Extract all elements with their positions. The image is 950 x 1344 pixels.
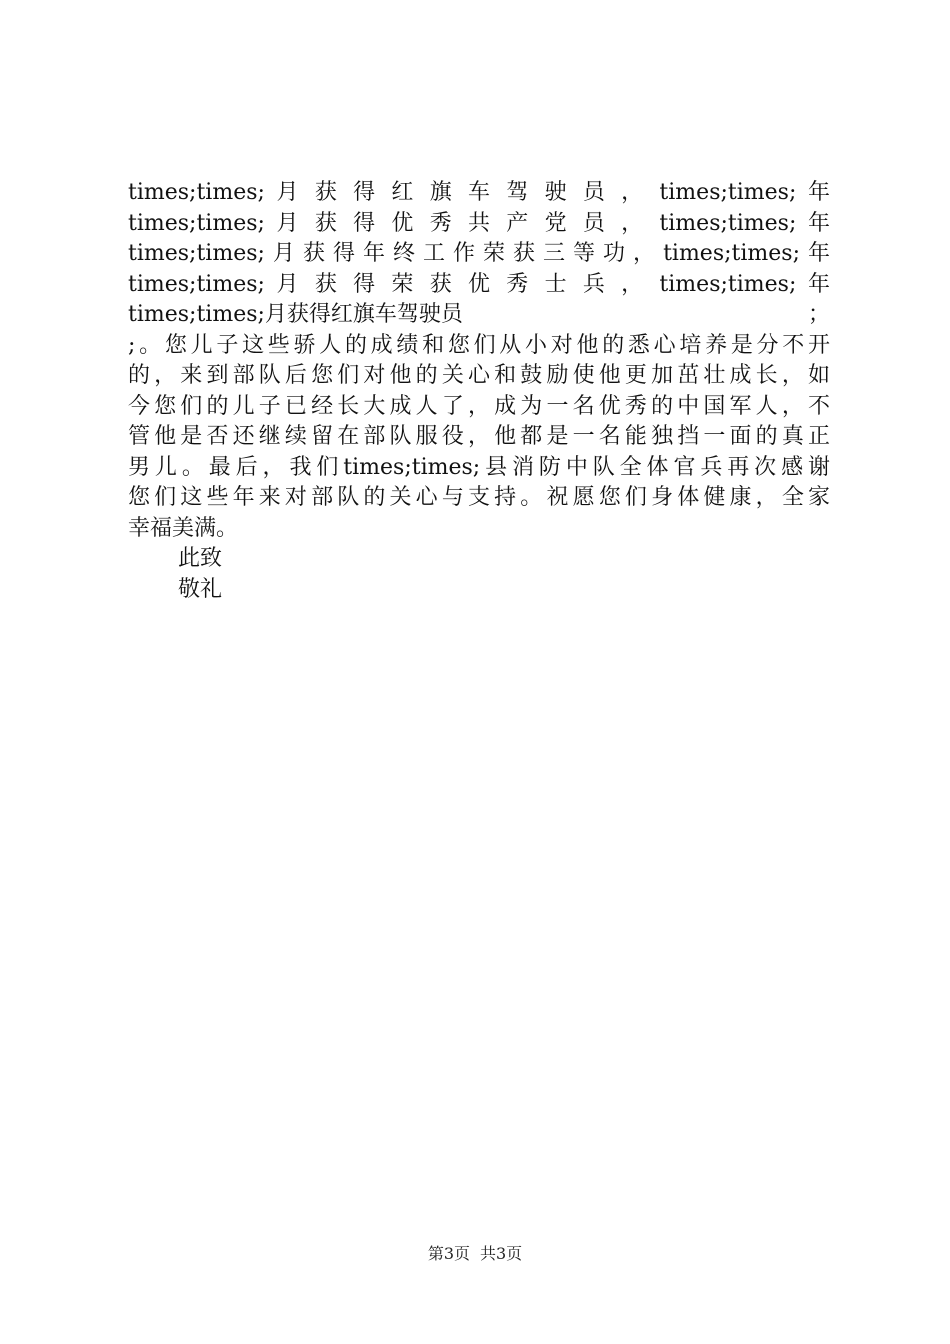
body-line-6: ;。您儿子这些骄人的成绩和您们从小对他的悉心培养是分不开 [128, 332, 830, 358]
body-line-7: 的，来到部队后您们对他的关心和鼓励使他更加茁壮成长，如 [128, 363, 830, 388]
page-number-total: 共3页 [480, 1244, 523, 1263]
closing-salutation-2: 敬礼 [178, 576, 223, 602]
body-line-4: times;times; 月 获 得 荣 获 优 秀 士 兵 ， times;times; 年 [128, 271, 830, 297]
body-line-12: 幸福美满。 [128, 515, 239, 541]
body-line-9: 管他是否还继续留在部队服役，他都是一名能独挡一面的真正 [128, 424, 830, 449]
page-footer [0, 1243, 950, 1265]
body-line-8: 今您们的儿子已经长大成人了，成为一名优秀的中国军人，不 [128, 393, 830, 419]
body-line-5 [128, 300, 830, 331]
body-line-3: times;times;月获得年终工作荣获三等功，times;times;年 [128, 241, 830, 266]
letter-body [128, 178, 830, 605]
body-line-11: 您们这些年来对部队的关心与支持。祝愿您们身体健康，全家 [128, 485, 830, 510]
body-line-1: times;times; 月 获 得 红 旗 车 驾 驶 员 ， times;times; 年 [128, 180, 830, 205]
closing-salutation-1: 此致 [178, 546, 223, 571]
body-line-5-semicolon: ； [807, 302, 830, 327]
page-number-current: 第3页 [427, 1244, 470, 1263]
body-line-2: times;times; 月 获 得 优 秀 共 产 党 员 ， times;times; 年 [128, 210, 830, 236]
body-line-10: 男儿。最后，我们times;times;县消防中队全体官兵再次感谢 [128, 454, 830, 480]
body-line-5-text: times;times;月获得红旗车驾驶员 [128, 302, 463, 327]
